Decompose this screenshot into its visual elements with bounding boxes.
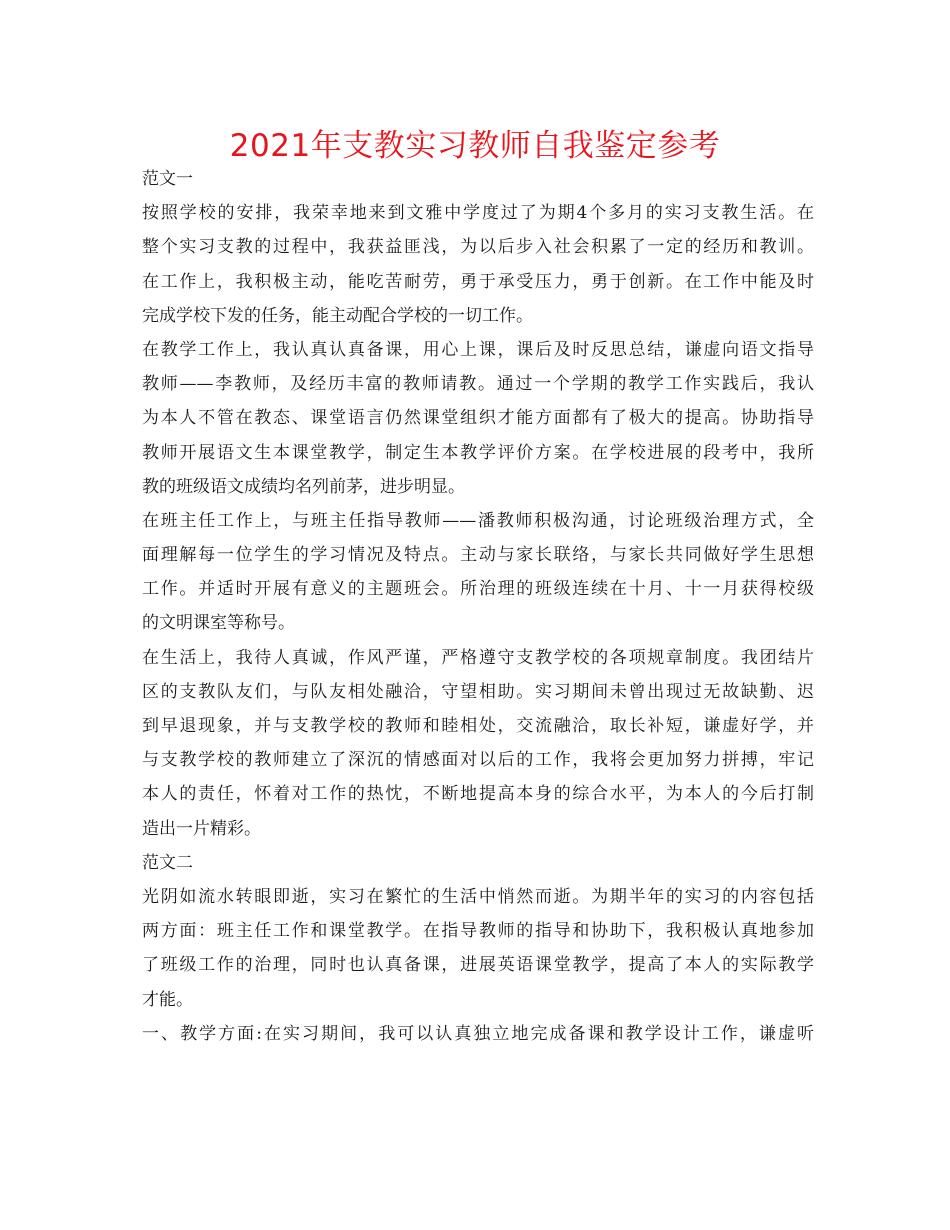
text-line: 按照学校的安排，我荣幸地来到文雅中学度过了为期4个多月的实习支教生活。在 bbox=[142, 203, 814, 224]
text-line: 造出一片精彩。 bbox=[142, 818, 261, 839]
text-line: 教师开展语文生本课堂教学，制定生本教学评价方案。在学校进展的段考中，我所 bbox=[142, 442, 814, 463]
text-line: 一、教学方面:在实习期间，我可以认真独立地完成备课和教学设计工作，谦虚听 bbox=[142, 1023, 814, 1044]
text-line: 教师——李教师，及经历丰富的教师请教。通过一个学期的教学工作实践后，我认 bbox=[142, 374, 814, 395]
text-line: 范文二 bbox=[142, 852, 193, 873]
text-line: 的文明课室等称号。 bbox=[142, 613, 295, 634]
text-line: 光阴如流水转眼即逝，实习在繁忙的生活中悄然而逝。为期半年的实习的内容包括 bbox=[142, 886, 814, 907]
text-line: 了班级工作的治理，同时也认真备课，进展英语课堂教学，提高了本人的实际教学 bbox=[142, 955, 814, 976]
text-line: 范文一 bbox=[142, 169, 193, 189]
text-line: 在教学工作上，我认真认真备课，用心上课，课后及时反思总结，谦虚向语文指导 bbox=[142, 339, 814, 360]
text-line: 区的支教队友们，与队友相处融洽，守望相助。实习期间未曾出现过无故缺勤、迟 bbox=[142, 681, 814, 702]
text-line: 才能。 bbox=[142, 989, 193, 1010]
text-line: 整个实习支教的过程中，我获益匪浅，为以后步入社会积累了一定的经历和教训。 bbox=[142, 237, 814, 258]
text-line: 面理解每一位学生的学习情况及特点。主动与家长联络，与家长共同做好学生思想 bbox=[142, 545, 814, 566]
text-line: 本人的责任，怀着对工作的热忱，不断地提高本身的综合水平，为本人的今后打制 bbox=[142, 784, 814, 805]
text-line: 与支教学校的教师建立了深沉的情感面对以后的工作，我将会更加努力拼搏，牢记 bbox=[142, 750, 814, 771]
text-line: 为本人不管在教态、课堂语言仍然课堂组织才能方面都有了极大的提高。协助指导 bbox=[142, 408, 814, 429]
text-line: 完成学校下发的任务，能主动配合学校的一切工作。 bbox=[142, 305, 533, 326]
text-line: 在工作上，我积极主动，能吃苦耐劳，勇于承受压力，勇于创新。在工作中能及时 bbox=[142, 271, 814, 292]
text-line: 教的班级语文成绩均名列前茅，进步明显。 bbox=[142, 476, 465, 497]
text-line: 到早退现象，并与支教学校的教师和睦相处，交流融洽，取长补短，谦虚好学，并 bbox=[142, 716, 814, 736]
text-line: 在班主任工作上，与班主任指导教师——潘教师积极沟通，讨论班级治理方式，全 bbox=[142, 510, 814, 531]
document-body bbox=[142, 162, 814, 1051]
text-line: 在生活上，我待人真诚，作风严谨，严格遵守支教学校的各项规章制度。我团结片 bbox=[142, 647, 814, 668]
text-line: 两方面：班主任工作和课堂教学。在指导教师的指导和协助下，我积极认真地参加 bbox=[142, 921, 814, 942]
document-title: 2021年支教实习教师自我鉴定参考 bbox=[229, 128, 721, 164]
text-line: 工作。并适时开展有意义的主题班会。所治理的班级连续在十月、十一月获得校级 bbox=[142, 579, 814, 600]
